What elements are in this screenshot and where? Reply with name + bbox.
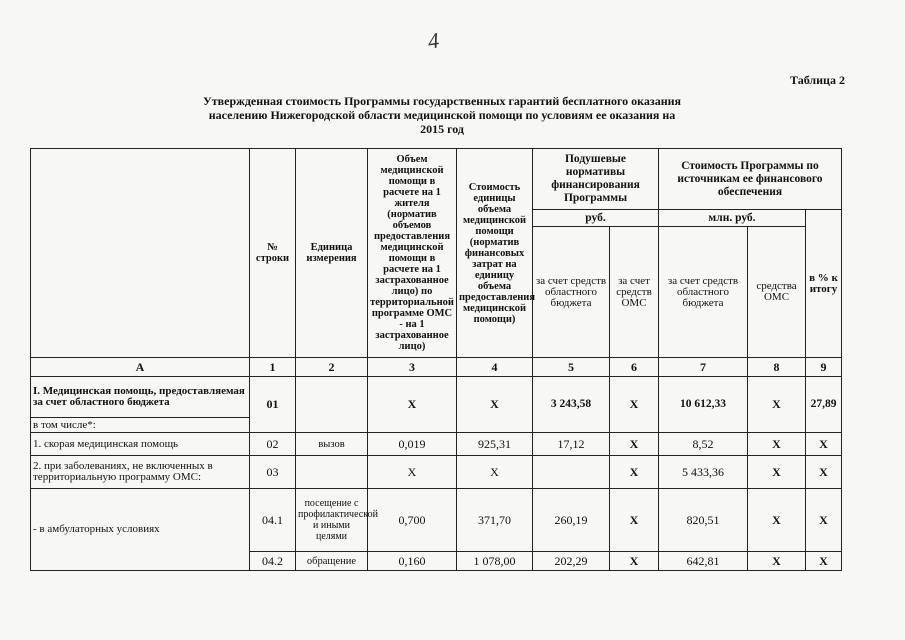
index-cell: 8 <box>748 358 806 377</box>
row-volume: 0,700 <box>368 489 457 552</box>
header-per-capita-unit: руб. <box>533 210 659 227</box>
row-percent: Х <box>806 456 842 489</box>
row-pc-oms: Х <box>610 377 659 433</box>
table-row <box>31 377 842 418</box>
index-cell: 4 <box>457 358 533 377</box>
row-unit <box>296 456 368 489</box>
row-prog-regional: 10 612,33 <box>659 377 748 433</box>
header-unit: Единица измерения <box>296 149 368 358</box>
row-unit: обращение <box>296 552 368 571</box>
index-cell: А <box>31 358 250 377</box>
header-row <box>31 149 842 210</box>
row-volume: 0,019 <box>368 433 457 456</box>
row-pc-oms: Х <box>610 433 659 456</box>
row-pc-regional <box>533 456 610 489</box>
row-prog-regional: 820,51 <box>659 489 748 552</box>
column-index-row <box>31 358 842 377</box>
header-program-cost-unit: млн. руб. <box>659 210 806 227</box>
row-volume: Х <box>368 456 457 489</box>
row-cost: 371,70 <box>457 489 533 552</box>
row-prog-oms: Х <box>748 433 806 456</box>
row-pc-regional: 202,29 <box>533 552 610 571</box>
row-prog-oms: Х <box>748 456 806 489</box>
header-pc-oms: за счет средств ОМС <box>610 227 659 358</box>
row-pc-oms: Х <box>610 552 659 571</box>
row-number: 04.2 <box>250 552 296 571</box>
row-volume: 0,160 <box>368 552 457 571</box>
row-prog-regional: 8,52 <box>659 433 748 456</box>
index-cell: 1 <box>250 358 296 377</box>
row-pc-oms: Х <box>610 456 659 489</box>
table-label: Таблица 2 <box>790 73 845 87</box>
header-volume: Объем медицинской помощи в расчете на 1 жителя (норматив объемов предоставления медицинской помощи в расчете на 1 застрахованное лицо) по территориальной программе ОМС - на 1 застрахованное лицо) <box>368 149 457 358</box>
header-row-number: № строки <box>250 149 296 358</box>
row-percent: Х <box>806 552 842 571</box>
header-col-a <box>31 149 250 358</box>
row-pc-oms: Х <box>610 489 659 552</box>
row-pc-regional: 17,12 <box>533 433 610 456</box>
header-unit-cost: Стоимость единицы объема медицинской помощи (норматив финансовых затрат на единицу объема предоставления медицинской помощи) <box>457 149 533 358</box>
table-row <box>31 433 842 456</box>
row-number: 02 <box>250 433 296 456</box>
page-number: 4 <box>426 27 441 54</box>
header-per-capita: Подушевые нормативы финансирования Программы <box>533 149 659 210</box>
row-unit: вызов <box>296 433 368 456</box>
header-prog-oms: средства ОМС <box>748 227 806 358</box>
row-prog-oms: Х <box>748 377 806 433</box>
table-row <box>31 489 842 552</box>
header-percent-total: в % к итогу <box>806 210 842 358</box>
row-name: 1. скорая медицинская помощь <box>31 433 250 456</box>
row-pc-regional: 3 243,58 <box>533 377 610 433</box>
row-cost: 925,31 <box>457 433 533 456</box>
row-percent: Х <box>806 489 842 552</box>
index-cell: 7 <box>659 358 748 377</box>
header-pc-regional: за счет средств областного бюджета <box>533 227 610 358</box>
row-pc-regional: 260,19 <box>533 489 610 552</box>
row-subtitle: в том числе*: <box>31 418 250 433</box>
header-prog-regional: за счет средств областного бюджета <box>659 227 748 358</box>
row-percent: Х <box>806 433 842 456</box>
index-cell: 9 <box>806 358 842 377</box>
row-number: 03 <box>250 456 296 489</box>
row-prog-regional: 642,81 <box>659 552 748 571</box>
document-title: Утвержденная стоимость Программы государственных гарантий бесплатного оказания населению Нижегородской области медицинской помощи по условиям ее оказания на 2015 год <box>202 94 682 136</box>
row-number: 04.1 <box>250 489 296 552</box>
index-cell: 6 <box>610 358 659 377</box>
header-program-cost: Стоимость Программы по источникам ее финансового обеспечения <box>659 149 842 210</box>
row-cost: Х <box>457 377 533 433</box>
index-cell: 2 <box>296 358 368 377</box>
row-volume: Х <box>368 377 457 433</box>
row-number: 01 <box>250 377 296 433</box>
row-cost: Х <box>457 456 533 489</box>
row-unit <box>296 377 368 433</box>
row-prog-oms: Х <box>748 552 806 571</box>
row-percent: 27,89 <box>806 377 842 433</box>
table-row <box>31 456 842 489</box>
index-cell: 3 <box>368 358 457 377</box>
row-name: I. Медицинская помощь, предоставляемая за счет областного бюджета <box>31 377 250 418</box>
row-prog-regional: 5 433,36 <box>659 456 748 489</box>
row-prog-oms: Х <box>748 489 806 552</box>
index-cell: 5 <box>533 358 610 377</box>
row-name: - в амбулаторных условиях <box>31 489 250 571</box>
row-name: 2. при заболеваниях, не включенных в территориальную программу ОМС: <box>31 456 250 489</box>
cost-table <box>30 148 842 571</box>
row-unit: посещение с профилактической и иными целями <box>296 489 368 552</box>
row-cost: 1 078,00 <box>457 552 533 571</box>
